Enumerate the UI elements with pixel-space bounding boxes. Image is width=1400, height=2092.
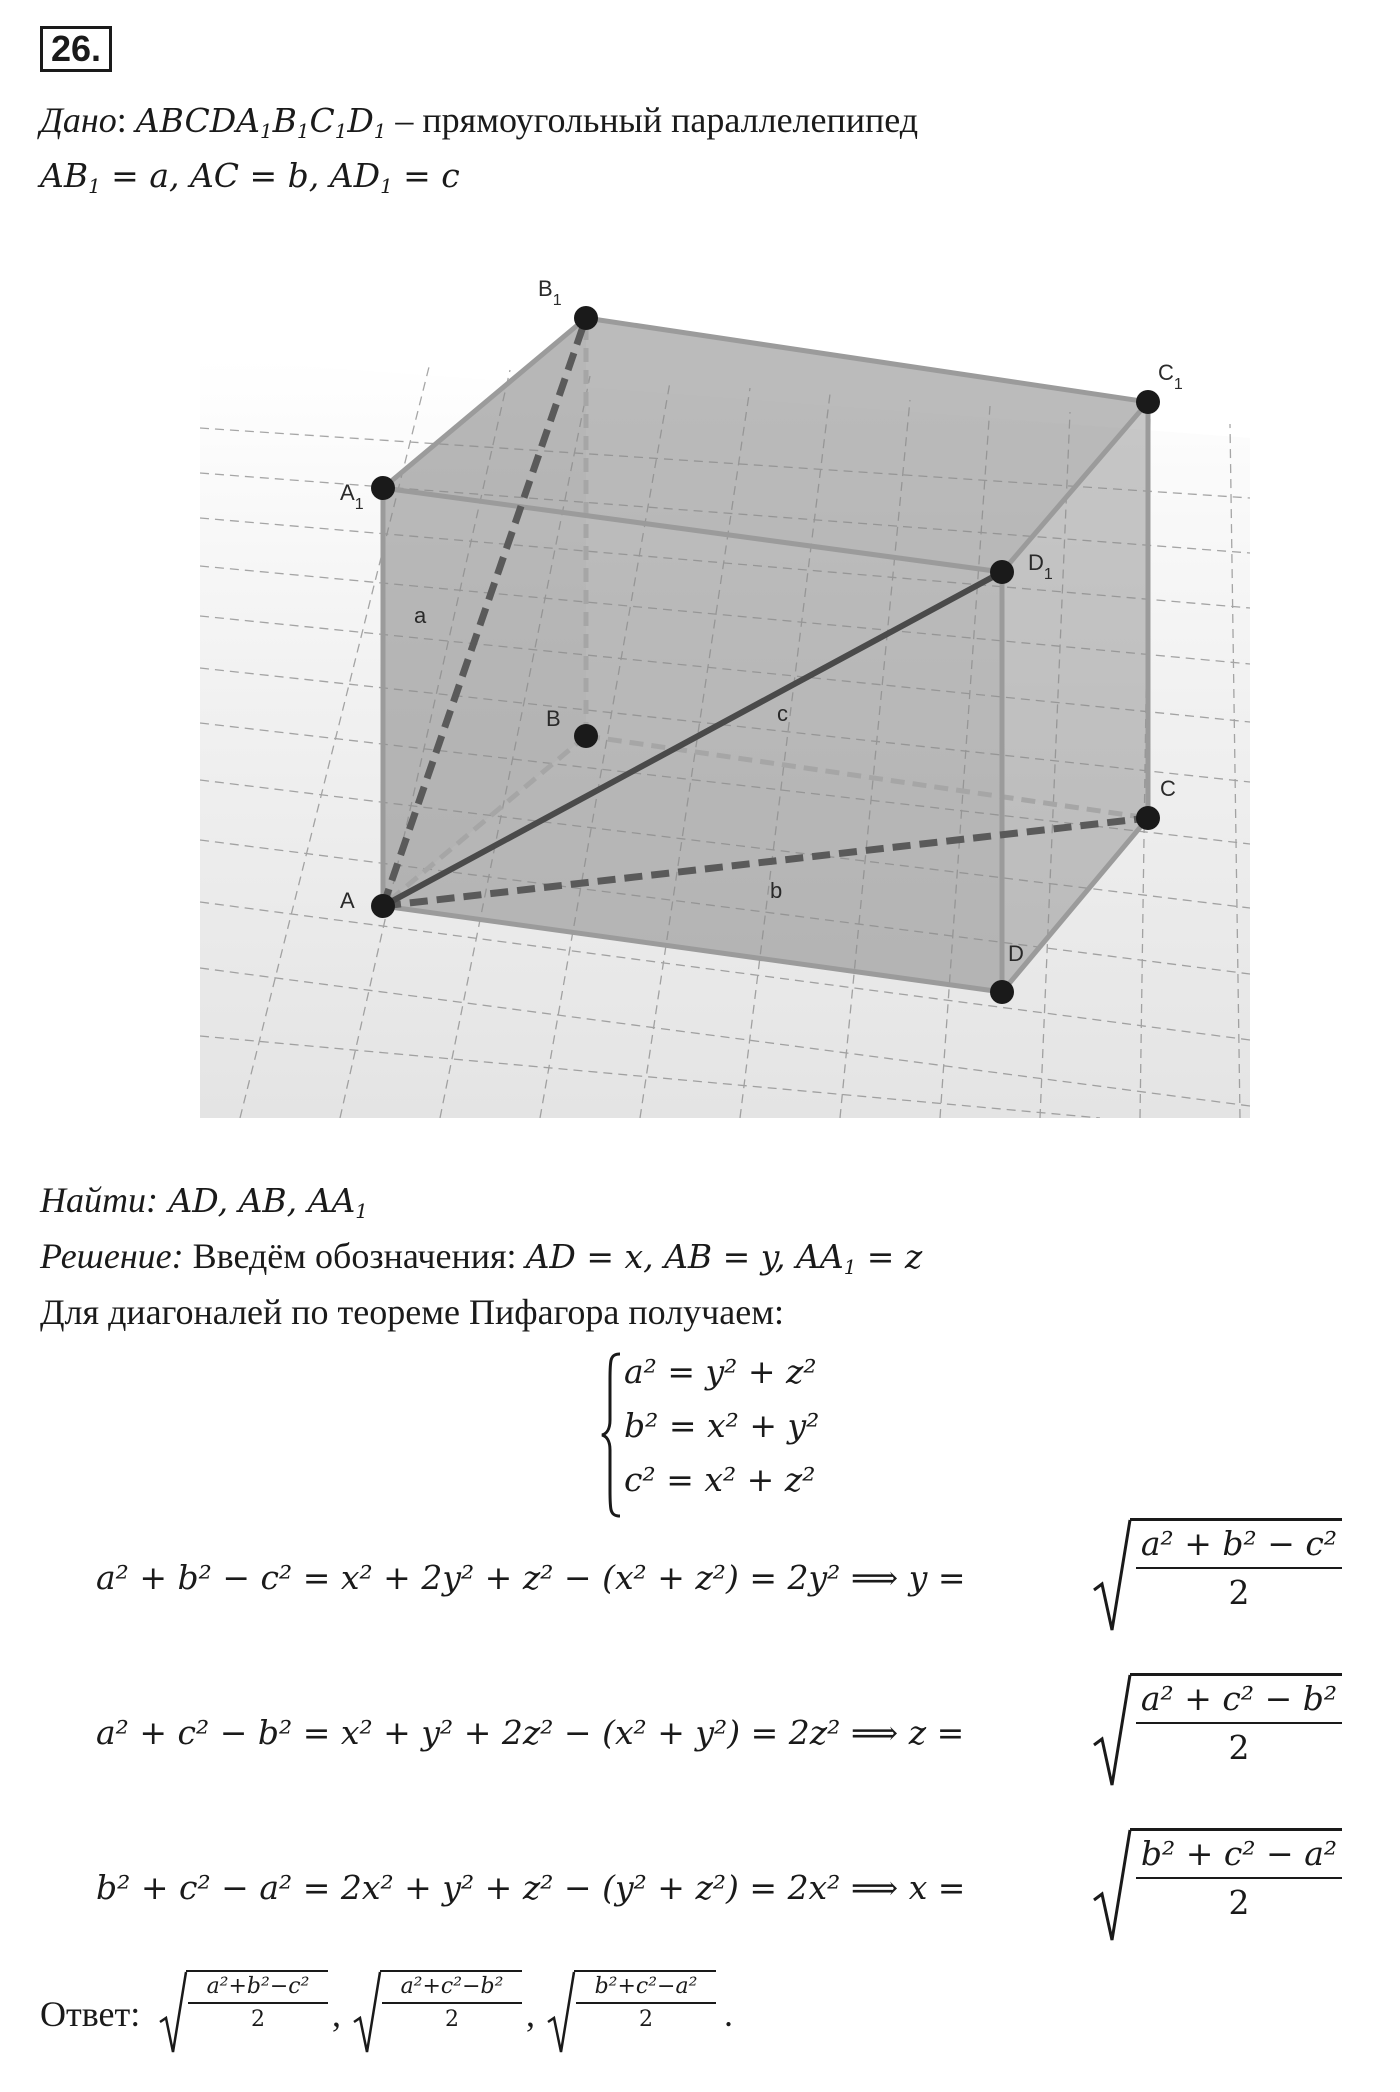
answer-line	[40, 1970, 1040, 2060]
answer-fraction-1	[188, 1974, 328, 2032]
label-C: C	[1160, 776, 1176, 801]
fraction-y-denominator: 2	[1228, 1573, 1250, 1612]
answer-sqrt-sign-1	[158, 1970, 188, 2056]
sqrt-bar-y	[1130, 1518, 1342, 1521]
answer-fraction-3	[576, 1974, 716, 2032]
answer-fraction-3-denominator: 2	[639, 2007, 653, 2032]
problem-number: 26.	[40, 26, 112, 72]
equation-system	[600, 1350, 900, 1520]
derivation-z	[96, 1665, 1356, 1805]
given-label: Дано	[40, 100, 117, 140]
derivation-y-left: a² + b² − c² = x² + 2y² + z² − (x² + z²) = 2y² ⟹ y =	[96, 1558, 966, 1597]
fraction-z	[1136, 1679, 1342, 1767]
fraction-y-numerator: a² + b² − c²	[1140, 1524, 1338, 1563]
vertex-C	[1136, 806, 1160, 830]
system-row-2: b² = x² + y²	[624, 1406, 820, 1445]
vertex-D	[990, 980, 1014, 1004]
sqrt-sign-z	[1092, 1673, 1132, 1793]
answer-label: Ответ:	[40, 1994, 141, 2034]
answer-sqrt-sign-2	[352, 1970, 382, 2056]
fraction-z-numerator: a² + c² − b²	[1140, 1679, 1338, 1718]
fraction-y	[1136, 1524, 1342, 1612]
solution-intro: Введём обозначения:	[183, 1236, 526, 1276]
label-D1: $D_1$	[1028, 550, 1053, 583]
answer-sqrt-bar-1	[186, 1970, 328, 1972]
label-a: a	[414, 603, 427, 628]
derivation-z-left: a² + c² − b² = x² + y² + 2z² − (x² + y²) = 2z² ⟹ z =	[96, 1713, 965, 1752]
fraction-z-denominator: 2	[1228, 1728, 1250, 1767]
answer-fraction-2	[382, 1974, 522, 2032]
figure-description: – прямоугольный параллелепипед	[386, 100, 919, 140]
fraction-x-numerator: b² + c² − a²	[1140, 1834, 1338, 1873]
answer-fraction-1-numerator: a²+b²−c²	[206, 1974, 310, 1999]
find-label: Найти:	[40, 1180, 158, 1220]
answer-fraction-3-numerator: b²+c²−a²	[594, 1974, 698, 1999]
derivation-x	[96, 1820, 1356, 1960]
figure-name: $ABCDA_1B_1C_1D_1$	[135, 101, 387, 143]
system-row-1: a² = y² + z²	[624, 1352, 817, 1391]
answer-fraction-2-numerator: a²+c²−b²	[400, 1974, 504, 1999]
vertex-A1	[371, 476, 395, 500]
label-B: B	[546, 706, 561, 731]
derivation-x-left: b² + c² − a² = 2x² + y² + z² − (y² + z²) = 2x² ⟹ x =	[96, 1868, 966, 1907]
answer-sqrt-sign-3	[546, 1970, 576, 2056]
answer-separator-1: ,	[332, 1994, 341, 2034]
label-D: D	[1008, 941, 1024, 966]
solution-notation: AD = x, AB = y, $AA_1 = z$	[525, 1237, 923, 1279]
label-A: A	[340, 888, 355, 913]
system-row-3: c² = x² + z²	[624, 1460, 816, 1499]
answer-end: .	[724, 1994, 733, 2034]
vertex-B1	[574, 306, 598, 330]
label-B1: $B_1$	[538, 276, 562, 309]
given-conditions: $AB_1 = a$, AC = b, $AD_1 = c$	[40, 156, 460, 198]
given-line	[40, 98, 918, 143]
label-b: b	[770, 878, 783, 903]
sqrt-sign-x	[1092, 1828, 1132, 1948]
solution-line	[40, 1234, 922, 1279]
fraction-x	[1136, 1834, 1342, 1922]
pythagoras-line: Для диагоналей по теореме Пифагора получаем:	[40, 1292, 785, 1332]
answer-separator-2: ,	[526, 1994, 535, 2034]
answer-sqrt-bar-3	[574, 1970, 716, 1972]
find-line	[40, 1178, 368, 1223]
answer-sqrt-bar-2	[380, 1970, 522, 1972]
vertex-A	[371, 894, 395, 918]
label-A1: $A_1$	[340, 480, 364, 513]
parallelepiped-figure	[200, 268, 1250, 1118]
derivation-y	[96, 1510, 1356, 1650]
label-C1: $C_1$	[1158, 360, 1183, 393]
answer-fraction-1-denominator: 2	[251, 2007, 265, 2032]
fraction-x-denominator: 2	[1228, 1883, 1250, 1922]
vertex-D1	[990, 560, 1014, 584]
answer-fraction-2-denominator: 2	[445, 2007, 459, 2032]
sqrt-bar-z	[1130, 1673, 1342, 1676]
vertex-B	[574, 724, 598, 748]
system-brace	[600, 1350, 624, 1520]
sqrt-bar-x	[1130, 1828, 1342, 1831]
solution-label: Решение:	[40, 1236, 184, 1276]
label-c: c	[777, 701, 788, 726]
sqrt-sign-y	[1092, 1518, 1132, 1638]
find-items: AD, AB, $AA_1$	[157, 1181, 368, 1223]
given-colon: :	[116, 100, 127, 140]
vertex-C1	[1136, 390, 1160, 414]
